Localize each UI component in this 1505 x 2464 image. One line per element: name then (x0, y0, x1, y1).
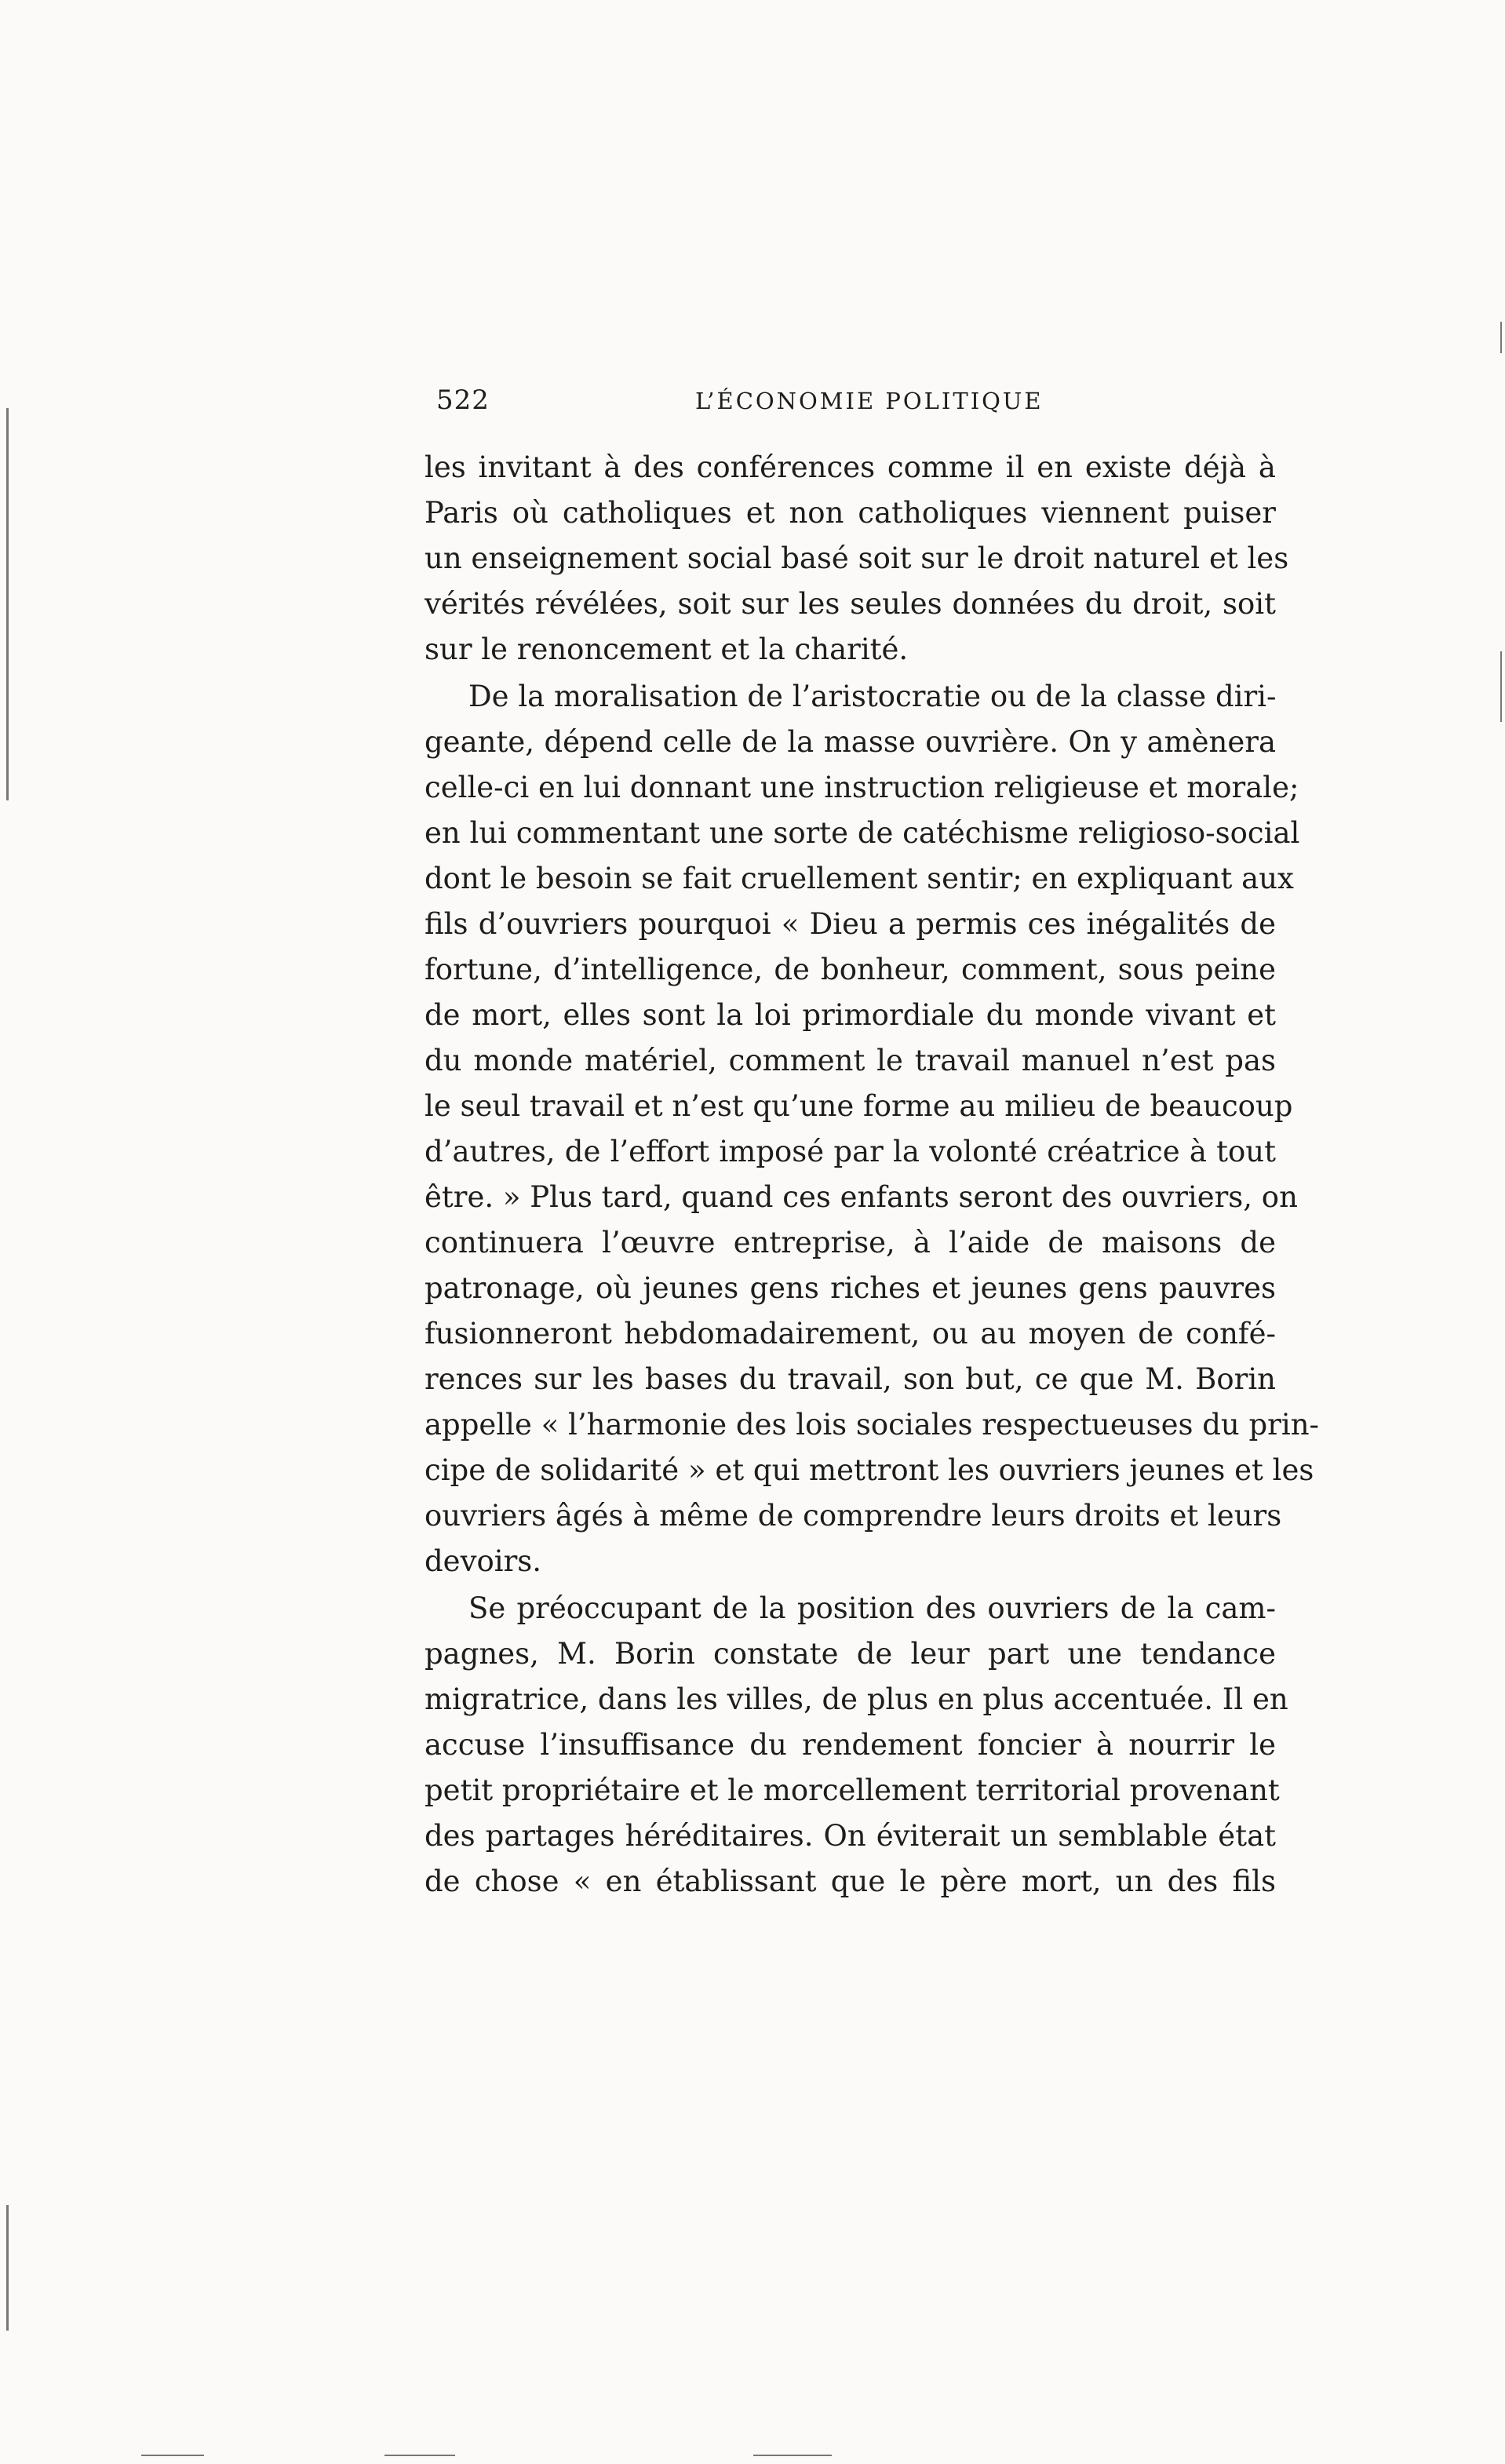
text-line: petit propriétaire et le morcellement territorial provenant (425, 1773, 1280, 1807)
scan-edge-mark (1500, 651, 1502, 722)
text-line: Paris où catholiques et non catholiques viennent puiser (425, 496, 1276, 530)
text-line: fils d’ouvriers pourquoi « Dieu a permis ces inégalités de (425, 907, 1276, 941)
text-line: être. » Plus tard, quand ces enfants seront des ouvriers, on (425, 1180, 1298, 1214)
scan-edge-mark (6, 408, 9, 800)
text-line: devoirs. (425, 1544, 542, 1578)
text-line: Se préoccupant de la position des ouvriers de la cam- (468, 1591, 1276, 1625)
scan-edge-mark (753, 2455, 832, 2456)
text-line: migratrice, dans les villes, de plus en plus accentuée. Il en (425, 1682, 1288, 1716)
text-line: ouvriers âgés à même de comprendre leurs droits et leurs (425, 1499, 1282, 1533)
running-title: L’ÉCONOMIE POLITIQUE (695, 388, 1044, 414)
text-line: continuera l’œuvre entreprise, à l’aide de maisons de (425, 1226, 1276, 1259)
text-line: cipe de solidarité » et qui mettront les ouvriers jeunes et les (425, 1453, 1314, 1487)
page-header (436, 385, 1266, 421)
text-line: appelle « l’harmonie des lois sociales respectueuses du prin- (425, 1408, 1320, 1442)
scan-edge-mark (1500, 322, 1502, 353)
text-line: fortune, d’intelligence, de bonheur, comment, sous peine (425, 953, 1276, 986)
text-line: des partages héréditaires. On éviterait un semblable état (425, 1819, 1276, 1853)
text-line: les invitant à des conférences comme il en existe déjà à (425, 450, 1276, 484)
text-line: rences sur les bases du travail, son but, ce que M. Borin (425, 1362, 1276, 1396)
text-line: le seul travail et n’est qu’une forme au milieu de beaucoup (425, 1089, 1293, 1123)
page-number: 522 (436, 385, 490, 416)
text-line: un enseignement social basé soit sur le droit naturel et les (425, 541, 1289, 575)
text-line: vérités révélées, soit sur les seules données du droit, soit (425, 587, 1276, 621)
text-line: pagnes, M. Borin constate de leur part une tendance (425, 1637, 1276, 1671)
text-line: fusionneront hebdomadairement, ou au moyen de confé- (425, 1317, 1276, 1350)
scan-edge-mark (141, 2455, 204, 2456)
text-line: du monde matériel, comment le travail manuel n’est pas (425, 1044, 1276, 1077)
text-line: accuse l’insuffisance du rendement foncier à nourrir le (425, 1728, 1276, 1762)
text-line: en lui commentant une sorte de catéchisme religioso-social (425, 816, 1300, 850)
text-line: dont le besoin se fait cruellement sentir; en expliquant aux (425, 862, 1294, 895)
text-line: geante, dépend celle de la masse ouvrière. On y amènera (425, 725, 1276, 759)
text-line: De la moralisation de l’aristocratie ou de la classe diri- (468, 680, 1277, 713)
text-line: d’autres, de l’effort imposé par la volonté créatrice à tout (425, 1135, 1276, 1168)
text-line: sur le renoncement et la charité. (425, 632, 909, 666)
text-line: de mort, elles sont la loi primordiale du monde vivant et (425, 998, 1276, 1032)
text-line: de chose « en établissant que le père mort, un des fils (425, 1864, 1276, 1898)
text-line: patronage, où jeunes gens riches et jeunes gens pauvres (425, 1271, 1276, 1305)
scan-edge-mark (384, 2455, 455, 2456)
scan-edge-mark (6, 2205, 9, 2331)
text-line: celle-ci en lui donnant une instruction religieuse et morale; (425, 771, 1299, 804)
